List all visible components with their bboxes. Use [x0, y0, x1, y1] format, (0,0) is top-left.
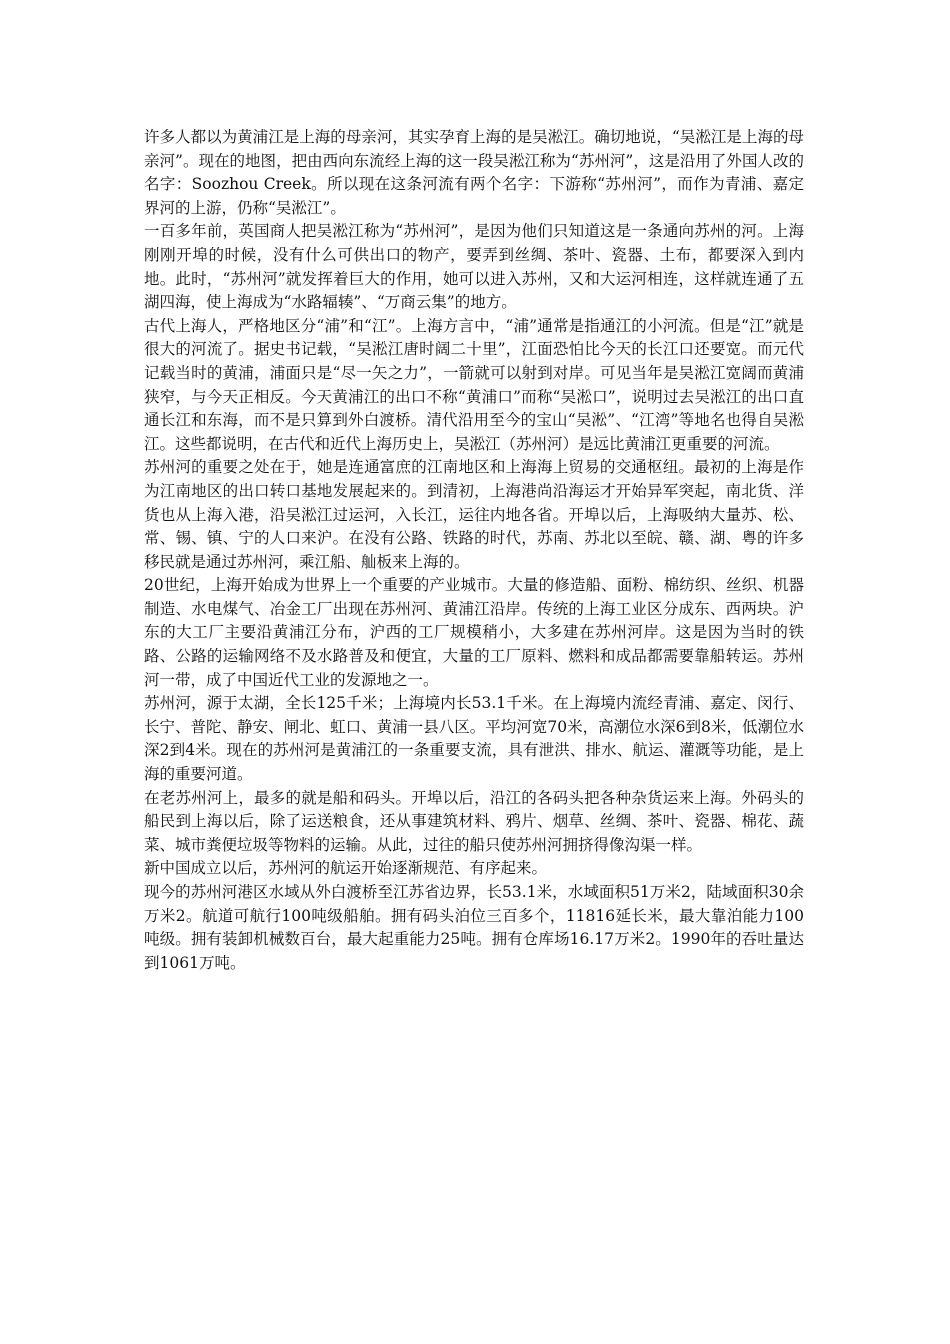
paragraph-new-china: 新中国成立以后，苏州河的航运开始逐渐规范、有序起来。 — [144, 859, 548, 878]
document-body — [144, 126, 804, 975]
paragraph-industrial-city: 20世纪，上海开始成为世界上一个重要的产业城市。大量的修造船、面粉、棉纺织、丝织、机器制造、水电煤气、冶金工厂出现在苏州河、黄浦江沿岸。传统的上海工业区分成东、西两块。沪东的大工厂主要沿黄浦江分布，沪西的工厂规模稍小，大多建在苏州河岸。这是因为当时的铁路、公路的运输网络不及水路普及和便宜，大量的工厂原料、燃料和成品都需要靠船转运。苏州河一带，成了中国近代工业的发源地之一。 — [144, 576, 804, 689]
paragraph-pu-and-jiang: 古代上海人，严格地区分“浦”和“江”。上海方言中，“浦”通常是指通江的小河流。但是“江”就是很大的河流了。据史书记载，“吴淞江唐时阔二十里”，江面恐怕比今天的长江口还要宽。而元代记载当时的黄浦，浦面只是“尽一矢之力”，一箭就可以射到对岸。可见当年是吴淞江宽阔而黄浦狭窄，与今天正相反。今天黄浦江的出口不称“黄浦口”而称“吴淞口”，说明过去吴淞江的出口直通长江和东海，而不是只算到外白渡桥。清代沿用至今的宝山“吴淞”、“江湾”等地名也得自吴淞江。这些都说明，在古代和近代上海历史上，吴淞江（苏州河）是远比黄浦江更重要的河流。 — [144, 316, 804, 453]
paragraph-suzhou-creek-name-origin: 一百多年前，英国商人把吴淞江称为“苏州河”，是因为他们只知道这是一条通向苏州的河。上海刚刚开埠的时候，没有什么可供出口的物产，要弄到丝绸、茶叶、瓷器、土布，都要深入到内地。此时，“苏州河”就发挥着巨大的作用，她可以进入苏州，又和大运河相连，这样就连通了五湖四海，使上海成为“水路辐辏”、“万商云集”的地方。 — [144, 222, 804, 312]
paragraph-boats-and-docks: 在老苏州河上，最多的就是船和码头。开埠以后，沿江的各码头把各种杂货运来上海。外码头的船民到上海以后，除了运送粮食，还从事建筑材料、鸦片、烟草、丝绸、茶叶、瓷器、棉花、蔬菜、城市粪便垃圾等物料的运输。从此，过往的船只使苏州河拥挤得像沟渠一样。 — [144, 788, 804, 854]
paragraph-trade-hub: 苏州河的重要之处在于，她是连通富庶的江南地区和上海海上贸易的交通枢纽。最初的上海是作为江南地区的出口转口基地发展起来的。到清初，上海港尚沿海运才开始异军突起，南北货、洋货也从上海入港，沿吴淞江过运河，入长江，运往内地各省。开埠以后，上海吸纳大量苏、松、常、锡、镇、宁的人口来沪。在没有公路、铁路的时代，苏南、苏北以至皖、赣、湖、粤的许多移民就是通过苏州河，乘江船、舢板来上海的。 — [144, 458, 804, 571]
paragraph-wusong-mother-river: 许多人都以为黄浦江是上海的母亲河，其实孕育上海的是吴淞江。确切地说，“吴淞江是上海的母亲河”。现在的地图，把由西向东流经上海的这一段吴淞江称为“苏州河”，这是沿用了外国人改的名字：Soozhou Creek。所以现在这条河流有两个名字：下游称“苏州河”，而作为青浦、嘉定界河的上游，仍称“吴淞江”。 — [144, 128, 804, 217]
paragraph-port-statistics: 现今的苏州河港区水域从外白渡桥至江苏省边界，长53.1米，水域面积51万米2，陆域面积30余万米2。航道可航行100吨级船舶。拥有码头泊位三百多个，11816延长米，最大靠泊能力100吨级。拥有装卸机械数百台，最大起重能力25吨。拥有仓库场16.17万米2。1990年的吞吐量达到1061万吨。 — [144, 883, 804, 972]
paragraph-river-facts: 苏州河，源于太湖，全长125千米；上海境内长53.1千米。在上海境内流经青浦、嘉定、闵行、长宁、普陀、静安、闸北、虹口、黄浦一县八区。平均河宽70米，高潮位水深6到8米，低潮位水深2到4米。现在的苏州河是黄浦江的一条重要支流，具有泄洪、排水、航运、灌溉等功能，是上海的重要河道。 — [144, 694, 804, 784]
